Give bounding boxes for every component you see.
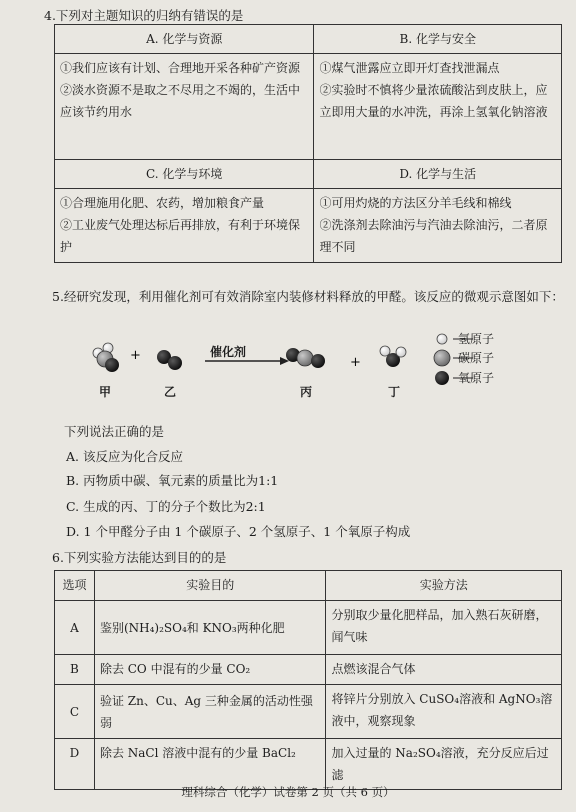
label-ding: 丁 [388,385,401,399]
q4-table [54,24,562,263]
q4-d-title: D. 化学与生活 [314,160,562,189]
q6-row-a-option: A [55,601,95,655]
oxygen-atom [168,356,182,370]
q4-b-1: ①煤气泄露应立即开灯查找泄漏点 [319,61,500,75]
q4-c-content [55,189,314,263]
q4-a-content [55,54,314,160]
q5-prompt: 下列说法正确的是 [64,424,165,439]
q4-c-2: ②工业废气处理达标后再排放，有利于环境保护 [60,218,301,254]
label-jia: 甲 [99,385,112,399]
q4-b-content [314,54,562,160]
q5-option-b: B. 丙物质中碳、氧元素的质量比为1:1 [66,473,279,488]
molecule-bing [286,348,325,368]
legend-carbon-icon [434,350,450,366]
q6-row-b-option: B [55,655,95,685]
label-bing: 丙 [300,385,313,399]
q4-a-2: ②淡水资源不是取之不尽用之不竭的，生活中应该节约用水 [60,83,301,119]
oxygen-atom [105,358,119,372]
molecule-jia [93,343,119,372]
legend-hydrogen-icon [437,334,447,344]
legend-carbon-label: 碳原子 [458,351,495,365]
q6-row-c-method: 将锌片分别放入 CuSO₄溶液和 AgNO₃溶液中，观察现象 [326,685,562,739]
q6-header-method: 实验方法 [326,571,562,601]
q6-header-option: 选项 [55,571,95,601]
q6-stem: 6.下列实验方法能达到目的的是 [52,550,227,565]
plus-sign: + [130,348,141,363]
q6-header-goal: 实验目的 [94,571,326,601]
hydrogen-atom [396,347,406,357]
hydrogen-atom [380,346,390,356]
legend-oxygen-icon [435,371,449,385]
q6-row-b-goal: 除去 CO 中混有的少量 CO₂ [94,655,326,685]
q6-row-d-method: 加入过量的 Na₂SO₄溶液，充分反应后过滤 [326,739,562,790]
q4-stem: 4.下列对主题知识的归纳有错误的是 [44,8,244,23]
q4-d-1: ①可用灼烧的方法区分羊毛线和棉线 [319,196,512,210]
q6-row-d-goal: 除去 NaCl 溶液中混有的少量 BaCl₂ [94,739,326,790]
q4-b-2: ②实验时不慎将少量浓硫酸沾到皮肤上，应立即用大量的水冲洗，再涂上氢氧化钠溶液 [319,83,548,119]
q4-c-1: ①合理施用化肥、农药，增加粮食产量 [60,196,265,210]
q5-stem: 5.经研究发现，利用催化剂可有效消除室内装修材料释放的甲醛。该反应的微观示意图如下： [52,289,564,304]
q5-option-d: D. 1 个甲醛分子由 1 个碳原子、2 个氢原子、1 个氧原子构成 [66,524,411,539]
label-yi: 乙 [164,385,177,399]
plus-sign: + [350,355,361,370]
q6-row-a-goal: 鉴别(NH₄)₂SO₄和 KNO₃两种化肥 [94,601,326,655]
q5-option-a: A. 该反应为化合反应 [66,449,183,464]
q4-b-title: B. 化学与安全 [314,25,562,54]
q5-option-c: C. 生成的丙、丁的分子个数比为2:1 [66,499,266,514]
q6-row-b-method: 点燃该混合气体 [326,655,562,685]
q6-table [54,570,562,790]
molecule-yi [157,350,182,370]
q4-d-2: ②洗涤剂去除油污与汽油去除油污，二者原理不同 [319,218,548,254]
legend-hydrogen-label: 氢原子 [458,332,495,346]
q4-d-content [314,189,562,263]
catalyst-label: 催化剂 [210,345,247,359]
carbon-atom [297,350,313,366]
legend-oxygen-label: 氧原子 [458,371,495,385]
q6-row-a-method: 分别取少量化肥样品，加入熟石灰研磨，闻气味 [326,601,562,655]
q6-row-d-option: D [55,739,95,790]
q4-c-title: C. 化学与环境 [55,160,314,189]
q6-row-c-option: C [55,685,95,739]
q4-a-title: A. 化学与资源 [55,25,314,54]
page-footer: 理科综合（化学）试卷第 2 页（共 6 页） [181,785,395,799]
molecule-ding [380,346,406,367]
q4-a-1: ①我们应该有计划、合理地开采各种矿产资源 [60,61,301,75]
oxygen-atom [311,354,325,368]
q6-row-c-goal: 验证 Zn、Cu、Ag 三种金属的活动性强弱 [94,685,326,739]
